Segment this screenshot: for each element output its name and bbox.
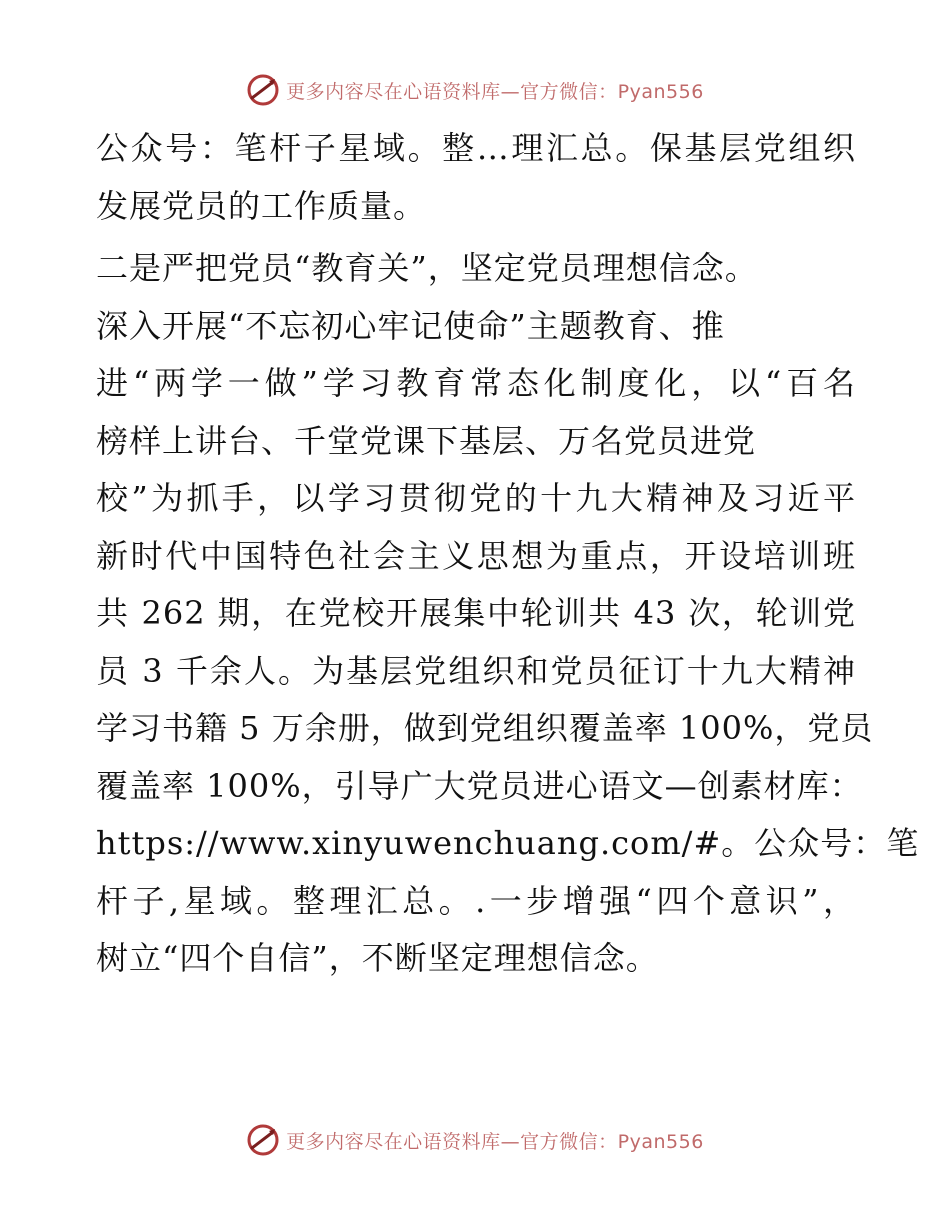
paragraph-2 <box>96 240 920 988</box>
watermark-text: 更多内容尽在心语资料库—官方微信：Pyan556 <box>286 1130 704 1153</box>
text-line: 树立“四个自信”，不断坚定理想信念。 <box>96 939 659 977</box>
paragraph-1 <box>96 120 856 235</box>
pen-logo-icon <box>246 73 280 107</box>
text-line: 二是严把党员“教育关”，坚定党员理想信念。 <box>96 249 758 287</box>
text-line: 杆子,星域。整理汇总。.一步增强“四个意识”， <box>96 881 856 920</box>
text-line: 覆盖率 100%，引导广大党员进心语文—创素材库： <box>96 766 863 805</box>
text-line: 共 262 期，在党校开展集中轮训共 43 次，轮训党 <box>96 594 856 632</box>
document-body <box>96 120 920 988</box>
pen-logo-icon <box>246 1123 280 1157</box>
watermark-text: 更多内容尽在心语资料库—官方微信：Pyan556 <box>286 80 704 103</box>
watermark-footer <box>0 1120 950 1160</box>
text-line: 进“两学一做”学习教育常态化制度化，以“百名 <box>96 364 856 402</box>
text-line: 发展党员的工作质量。 <box>96 186 427 225</box>
text-line: https://www.xinyuwenchuang.com/#。公众号：笔 <box>96 824 920 862</box>
text-line: 校”为抓手，以学习贯彻党的十九大精神及习近平 <box>96 479 856 517</box>
text-line: 公众号：笔杆子星域。整…理汇总。保基层党组织 <box>96 129 856 167</box>
text-line: 榜样上讲台、千堂党课下基层、万名党员进党 <box>96 421 757 460</box>
text-line: 深入开展“不忘初心牢记使命”主题教育、推 <box>96 306 725 345</box>
text-line: 学习书籍 5 万余册，做到党组织覆盖率 100%，党员 <box>96 709 874 747</box>
text-line: 新时代中国特色社会主义思想为重点，开设培训班 <box>96 536 856 575</box>
watermark-header <box>0 70 950 110</box>
text-line: 员 3 千余人。为基层党组织和党员征订十九大精神 <box>96 651 856 690</box>
